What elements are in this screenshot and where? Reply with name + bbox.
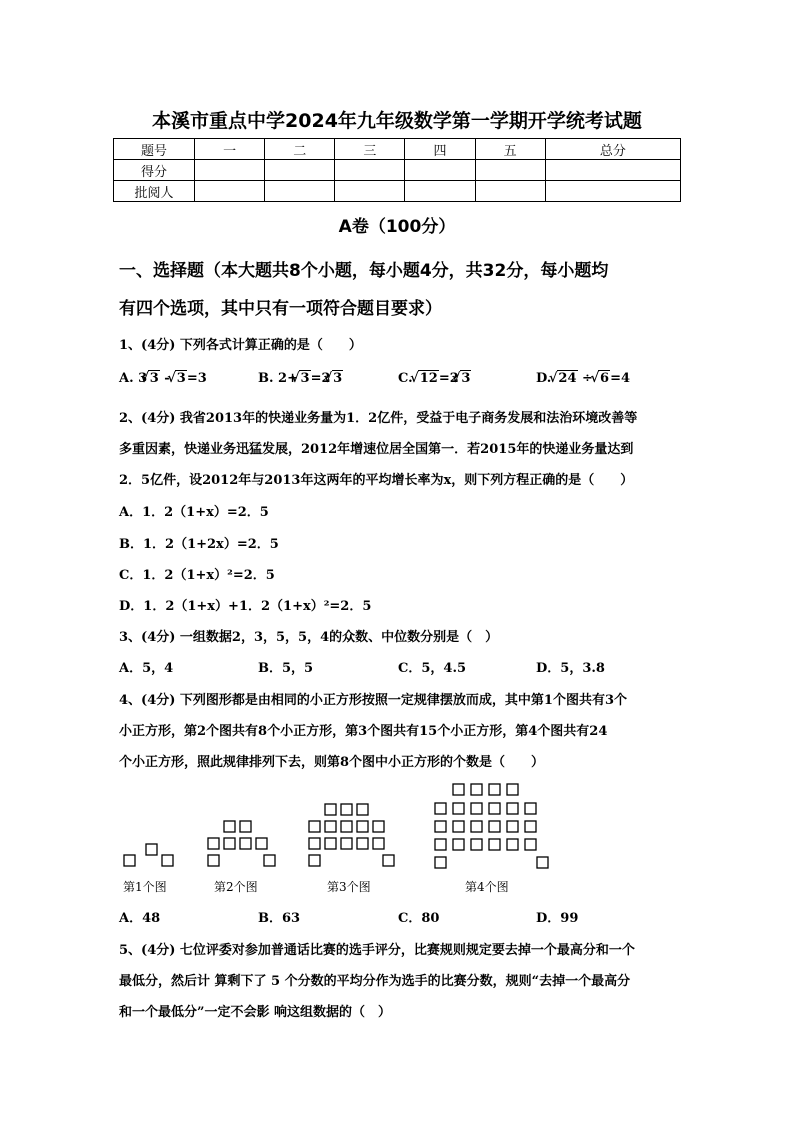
score-table-row — [114, 181, 681, 202]
section-heading-line1: 一、选择题（本大题共8个小题，每小题4分，共32分，每小题均 — [119, 261, 609, 281]
small-square — [309, 855, 320, 866]
question-4-line3: 个小正方形，照此规律排列下去，则第8个图中小正方形的个数是（ ） — [119, 755, 545, 770]
text: - — [159, 371, 175, 386]
small-square — [341, 821, 352, 832]
section-subtitle: A卷（100分） — [338, 217, 456, 237]
small-square — [208, 838, 219, 849]
question-4-line2: 小正方形，第2个图共有8个小正方形，第3个图共有15个小正方形，第4个图共有24 — [119, 724, 608, 739]
q4-option-a: A．48 — [119, 911, 161, 926]
table-cell: 题号 — [114, 139, 195, 160]
small-square — [507, 821, 518, 832]
q4-option-b: B．63 — [258, 911, 301, 926]
small-square — [208, 855, 219, 866]
small-square — [224, 821, 235, 832]
figure-2-label: 第2个图 — [214, 880, 258, 894]
small-square — [453, 821, 464, 832]
small-square — [471, 839, 482, 850]
q3-option-b: B．5，5 — [258, 661, 314, 676]
question-5-line1: 5、(4分) 七位评委对参加普通话比赛的选手评分，比赛规则规定要去掉一个最高分和一个 — [119, 943, 635, 958]
small-square — [435, 857, 446, 868]
q2-option-c: C．1．2（1+x）²=2．5 — [119, 568, 275, 583]
small-square — [162, 855, 173, 866]
small-square — [264, 855, 275, 866]
table-cell — [475, 181, 545, 202]
question-2-line1: 2、(4分) 我省2013年的快递业务量为1．2亿件，受益于电子商务发展和法治环境改善等 — [119, 411, 638, 426]
small-square — [240, 838, 251, 849]
small-square — [453, 784, 464, 795]
question-3-stem: 3、(4分) 一组数据2，3，5，5，4的众数、中位数分别是（ ） — [119, 630, 499, 645]
table-cell — [475, 160, 545, 181]
table-cell — [335, 181, 405, 202]
small-square — [435, 839, 446, 850]
q1-option-b — [258, 370, 343, 386]
small-square — [507, 803, 518, 814]
table-cell — [405, 181, 475, 202]
small-square — [471, 821, 482, 832]
small-square — [525, 839, 536, 850]
question-5-line2: 最低分，然后计 算剩下了 5 个分数的平均分作为选手的比赛分数，规则“去掉一个最高分 — [119, 974, 631, 989]
text: C. — [398, 371, 418, 386]
small-square — [373, 821, 384, 832]
small-square — [525, 803, 536, 814]
small-square — [453, 803, 464, 814]
question-5-line3: 和一个最低分”一定不会影 响这组数据的（ ） — [119, 1005, 392, 1020]
sqrt: √ 3 — [460, 370, 472, 386]
small-square — [373, 838, 384, 849]
small-square — [471, 803, 482, 814]
small-square — [489, 803, 500, 814]
table-cell: 三 — [335, 139, 405, 160]
small-square — [435, 803, 446, 814]
q4-option-d: D．99 — [536, 911, 579, 926]
small-square — [240, 821, 251, 832]
q4-option-c: C．80 — [398, 911, 440, 926]
q2-option-b: B．1．2（1+2x）=2．5 — [119, 537, 279, 552]
table-cell: 总分 — [545, 139, 680, 160]
small-square — [357, 838, 368, 849]
small-square — [507, 784, 518, 795]
table-cell — [405, 160, 475, 181]
table-cell: 一 — [195, 139, 265, 160]
small-square — [146, 844, 157, 855]
small-square — [383, 855, 394, 866]
small-square — [309, 838, 320, 849]
score-table-header-row — [114, 139, 681, 160]
table-cell: 五 — [475, 139, 545, 160]
table-cell — [195, 181, 265, 202]
small-square — [435, 821, 446, 832]
small-square — [309, 821, 320, 832]
small-square — [525, 821, 536, 832]
question-1-stem: 1、(4分) 下列各式计算正确的是（ ） — [119, 338, 362, 353]
text: =2 — [310, 371, 331, 386]
q1-option-d — [536, 370, 630, 386]
small-square — [489, 839, 500, 850]
question-2-line3: 2．5亿件，设2012年与2013年这两年的平均增长率为x，则下列方程正确的是（ ） — [119, 473, 634, 488]
question-4-line1: 4、(4分) 下列图形都是由相同的小正方形按照一定规律摆放而成，其中第1个图共有3个 — [119, 693, 628, 708]
figure-1-label: 第1个图 — [123, 880, 167, 894]
score-table-row — [114, 160, 681, 181]
small-square — [357, 804, 368, 815]
small-square — [124, 855, 135, 866]
text: =4 — [610, 371, 631, 386]
small-square — [507, 839, 518, 850]
small-square — [341, 804, 352, 815]
sqrt: √ 6 — [598, 370, 610, 386]
table-cell — [265, 181, 335, 202]
text: D. — [536, 371, 556, 386]
table-cell: 批阅人 — [114, 181, 195, 202]
q3-option-c: C．5，4.5 — [398, 661, 467, 676]
sqrt: √ 3 — [332, 370, 344, 386]
text: B. 2+ — [258, 371, 298, 386]
small-square — [537, 857, 548, 868]
sqrt: √ 3 — [148, 370, 160, 386]
text: ÷ — [577, 371, 598, 386]
table-cell — [265, 160, 335, 181]
q1-option-a — [119, 370, 207, 386]
small-square — [453, 839, 464, 850]
sqrt: √ 3 — [299, 370, 311, 386]
figure-4-label: 第4个图 — [465, 880, 509, 894]
small-square — [357, 821, 368, 832]
table-cell — [545, 160, 680, 181]
small-square — [224, 838, 235, 849]
question-2-line2: 多重因素，快递业务迅猛发展，2012年增速位居全国第一．若2015年的快递业务量达到 — [119, 442, 634, 457]
sqrt: √ 3 — [175, 370, 187, 386]
q3-option-d: D．5，3.8 — [536, 661, 605, 676]
small-square — [325, 804, 336, 815]
q1-option-c — [398, 370, 471, 386]
square-pattern-figures — [110, 775, 570, 875]
table-cell: 四 — [405, 139, 475, 160]
table-cell — [545, 181, 680, 202]
small-square — [471, 784, 482, 795]
small-square — [489, 821, 500, 832]
table-cell — [335, 160, 405, 181]
small-square — [256, 838, 267, 849]
sqrt: √ 24 — [557, 370, 578, 386]
sqrt: √ 12 — [418, 370, 439, 386]
figure-3-label: 第3个图 — [327, 880, 371, 894]
q2-option-d: D．1．2（1+x）+1．2（1+x）²=2．5 — [119, 599, 372, 614]
text: =3 — [186, 371, 207, 386]
q3-option-a: A．5，4 — [119, 661, 174, 676]
table-cell: 二 — [265, 139, 335, 160]
table-cell: 得分 — [114, 160, 195, 181]
small-square — [489, 784, 500, 795]
exam-title: 本溪市重点中学2024年九年级数学第一学期开学统考试题 — [152, 110, 642, 132]
table-cell — [195, 160, 265, 181]
text: =2 — [438, 371, 459, 386]
small-square — [341, 838, 352, 849]
section-heading-line2: 有四个选项，其中只有一项符合题目要求） — [119, 299, 442, 319]
q2-option-a: A．1．2（1+x）=2．5 — [119, 505, 269, 520]
text: A. 3 — [119, 371, 148, 386]
small-square — [325, 838, 336, 849]
score-table — [113, 138, 681, 202]
small-square — [325, 821, 336, 832]
